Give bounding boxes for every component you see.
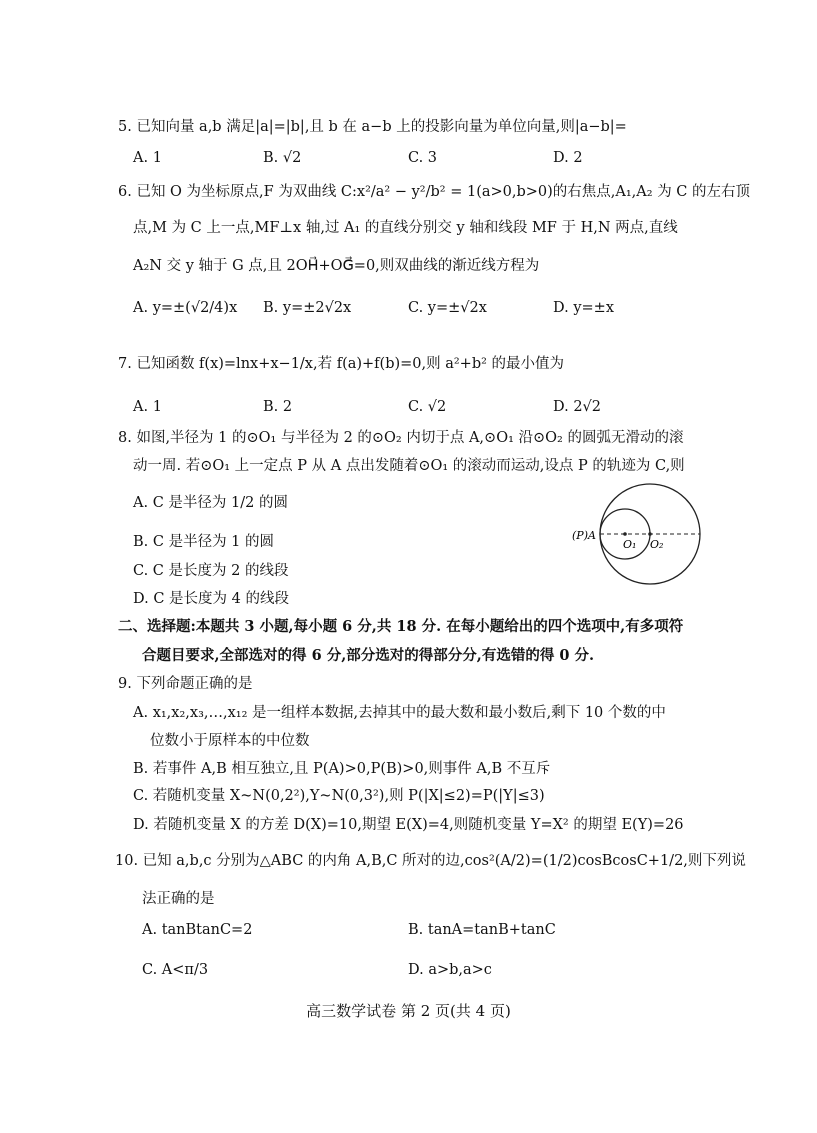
q9-option-c: C. 若随机变量 X~N(0,2²),Y~N(0,3²),则 P(|X|≤2)=P(|Y|≤3) — [133, 788, 545, 804]
q8-option-d: D. C 是长度为 4 的线段 — [133, 591, 289, 607]
q9-option-a-line2: 位数小于原样本的中位数 — [150, 733, 310, 749]
q5-option-a: A. 1 — [133, 150, 162, 166]
label-o2: O₂ — [650, 538, 664, 551]
q5-option-d: D. 2 — [553, 150, 583, 166]
q8-option-a: A. C 是半径为 1/2 的圆 — [133, 495, 288, 511]
q8-option-b: B. C 是半径为 1 的圆 — [133, 534, 275, 550]
q10-option-b: B. tanA=tanB+tanC — [408, 922, 556, 938]
center-o2-dot — [648, 532, 652, 536]
q8-stem-line2: 动一周. 若⊙O₁ 上一定点 P 从 A 点出发随着⊙O₁ 的滚动而运动,设点 P 的轨迹为 C,则 — [133, 458, 685, 474]
q7-option-c: C. √2 — [408, 399, 447, 415]
q9-option-d: D. 若随机变量 X 的方差 D(X)=10,期望 E(X)=4,则随机变量 Y=X² 的期望 E(Y)=26 — [133, 817, 684, 833]
q9-option-b: B. 若事件 A,B 相互独立,且 P(A)>0,P(B)>0,则事件 A,B 不互斥 — [133, 761, 551, 777]
page-footer: 高三数学试卷 第 2 页(共 4 页) — [306, 1002, 511, 1020]
q10-stem-line2: 法正确的是 — [142, 891, 215, 907]
q10-option-c: C. A<π/3 — [142, 962, 209, 978]
q7-option-d: D. 2√2 — [553, 399, 602, 415]
q10-option-d: D. a>b,a>c — [408, 962, 492, 978]
q6-option-a: A. y=±(√2/4)x — [133, 300, 238, 316]
q7-option-a: A. 1 — [133, 399, 162, 415]
q7-option-b: B. 2 — [263, 399, 293, 415]
q6-stem-line1: 6. 已知 O 为坐标原点,F 为双曲线 C:x²/a² − y²/b² = 1(a>0,b>0)的右焦点,A₁,A₂ 为 C 的左右顶 — [118, 184, 751, 200]
q6-option-b: B. y=±2√2x — [263, 300, 352, 316]
label-pa: (P)A — [572, 529, 596, 542]
q9-stem: 9. 下列命题正确的是 — [118, 676, 253, 692]
q6-stem-line2: 点,M 为 C 上一点,MF⊥x 轴,过 A₁ 的直线分别交 y 轴和线段 MF 于 H,N 两点,直线 — [133, 220, 678, 236]
q7-stem: 7. 已知函数 f(x)=lnx+x−1/x,若 f(a)+f(b)=0,则 a²+b² 的最小值为 — [118, 356, 565, 372]
q8-stem-line1: 8. 如图,半径为 1 的⊙O₁ 与半径为 2 的⊙O₂ 内切于点 A,⊙O₁ 沿⊙O₂ 的圆弧无滑动的滚 — [118, 430, 684, 446]
section2-header-line1: 二、选择题:本题共 3 小题,每小题 6 分,共 18 分. 在每小题给出的四个选项中,有多项符 — [118, 618, 684, 635]
tangent-circles-figure — [568, 482, 728, 587]
q10-option-a: A. tanBtanC=2 — [142, 922, 253, 938]
label-o1: O₁ — [623, 538, 637, 551]
section2-header-line2: 合题目要求,全部选对的得 6 分,部分选对的得部分分,有选错的得 0 分. — [142, 647, 595, 664]
q6-stem-line3: A₂N 交 y 轴于 G 点,且 2OH⃗+OG⃗=0,则双曲线的渐近线方程为 — [133, 258, 540, 274]
q6-option-d: D. y=±x — [553, 300, 614, 316]
q8-option-c: C. C 是长度为 2 的线段 — [133, 563, 289, 579]
q10-stem-line1: 10. 已知 a,b,c 分别为△ABC 的内角 A,B,C 所对的边,cos²(A/2)=(1/2)cosBcosC+1/2,则下列说 — [115, 853, 746, 869]
q5-option-b: B. √2 — [263, 150, 302, 166]
q5-option-c: C. 3 — [408, 150, 438, 166]
center-o1-dot — [623, 532, 627, 536]
q5-stem: 5. 已知向量 a,b 满足|a|=|b|,且 b 在 a−b 上的投影向量为单位向量,则|a−b|= — [118, 119, 627, 135]
q6-option-c: C. y=±√2x — [408, 300, 487, 316]
q9-option-a-line1: A. x₁,x₂,x₃,…,x₁₂ 是一组样本数据,去掉其中的最大数和最小数后,剩下 10 个数的中 — [133, 705, 666, 721]
